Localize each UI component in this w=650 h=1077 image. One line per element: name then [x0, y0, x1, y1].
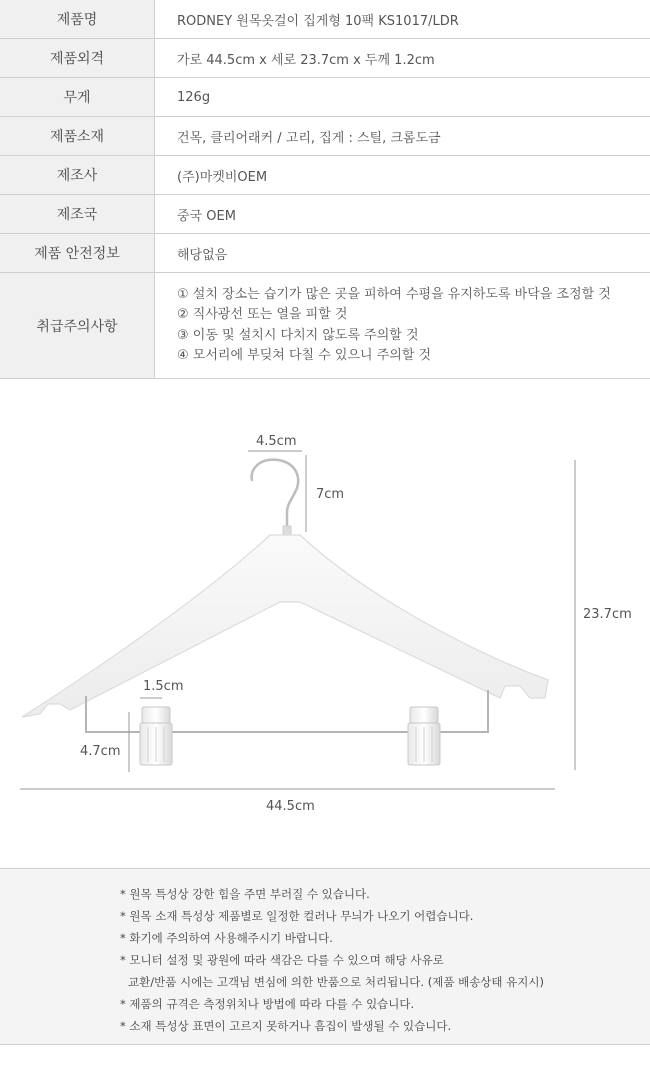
- spec-value: 가로 44.5cm x 세로 23.7cm x 두께 1.2cm: [155, 39, 650, 78]
- spec-label: 취급주의사항: [0, 273, 155, 379]
- spec-row-weight: [0, 78, 650, 117]
- spec-label: 제조사: [0, 156, 155, 195]
- notice-item: * 원목 특성상 강한 힘을 주면 부러질 수 있습니다.: [120, 887, 370, 901]
- hook-shape: [252, 460, 299, 532]
- spec-label: 무게: [0, 78, 155, 117]
- care-item: ③ 이동 및 설치시 다치지 않도록 주의할 것: [177, 327, 419, 343]
- spec-row-size: [0, 39, 650, 78]
- spec-row-origin: [0, 195, 650, 234]
- spec-label: 제품명: [0, 0, 155, 39]
- care-item: ④ 모서리에 부딪쳐 다칠 수 있으니 주의할 것: [177, 348, 432, 363]
- spec-value: 건목, 클리어래커 / 고리, 집게 : 스틸, 크롬도금: [155, 117, 650, 156]
- spec-label: 제품외격: [0, 39, 155, 78]
- clip-left: [140, 707, 172, 765]
- hanger-illustration: [0, 380, 650, 868]
- dim-label-hook-width: 4.5cm: [256, 434, 297, 449]
- spec-row-safety: [0, 234, 650, 273]
- spec-value: (주)마켓비OEM: [155, 156, 650, 195]
- spec-row-name: [0, 0, 650, 39]
- dim-label-clip-height: 4.7cm: [80, 744, 121, 759]
- dimension-diagram: [0, 380, 650, 869]
- notice-item: * 화기에 주의하여 사용해주시기 바랍니다.: [120, 931, 333, 945]
- notice-list: [0, 869, 650, 1037]
- spec-label: 제품소재: [0, 117, 155, 156]
- spec-value: RODNEY 원목옷걸이 집게형 10팩 KS1017/LDR: [155, 0, 650, 39]
- spec-row-material: [0, 117, 650, 156]
- dim-label-hook-height: 7cm: [316, 487, 345, 502]
- dim-label-clip-width: 1.5cm: [143, 679, 184, 694]
- hanger-body: [22, 535, 548, 717]
- notice-box: [0, 869, 650, 1045]
- care-item: ① 설치 장소는 습기가 많은 곳을 피하여 수평을 유지하도록 바닥을 조정할 것: [177, 286, 611, 302]
- notice-item: * 모니터 설정 및 광원에 따라 색감은 다를 수 있으며 해당 사유로: [120, 953, 444, 967]
- notice-item: * 소재 특성상 표면이 고르지 못하거나 흠집이 발생될 수 있습니다.: [120, 1019, 452, 1033]
- spec-value: 중국 OEM: [155, 195, 650, 234]
- notice-item: * 원목 소재 특성상 제품별로 일정한 컬러나 무늬가 나오기 어렵습니다.: [120, 909, 474, 923]
- spec-label: 제품 안전정보: [0, 234, 155, 273]
- spec-row-maker: [0, 156, 650, 195]
- notice-item: * 제품의 규격은 측정위치나 방법에 따라 다를 수 있습니다.: [120, 997, 415, 1011]
- spec-value: 126g: [155, 78, 650, 117]
- notice-item: 교환/반품 시에는 고객님 변심에 의한 반품으로 처리됩니다. (제품 배송상태 유지시): [128, 975, 544, 989]
- clip-right: [408, 707, 440, 765]
- spec-value: [155, 273, 650, 379]
- spec-value: 해당없음: [155, 234, 650, 273]
- spec-table: [0, 0, 650, 379]
- spec-row-care: [0, 273, 650, 379]
- care-item: ② 직사광선 또는 열을 피할 것: [177, 307, 348, 322]
- dim-label-total-height: 23.7cm: [583, 607, 632, 622]
- care-list: [177, 285, 650, 367]
- spec-label: 제조국: [0, 195, 155, 234]
- dim-label-total-width: 44.5cm: [266, 799, 315, 814]
